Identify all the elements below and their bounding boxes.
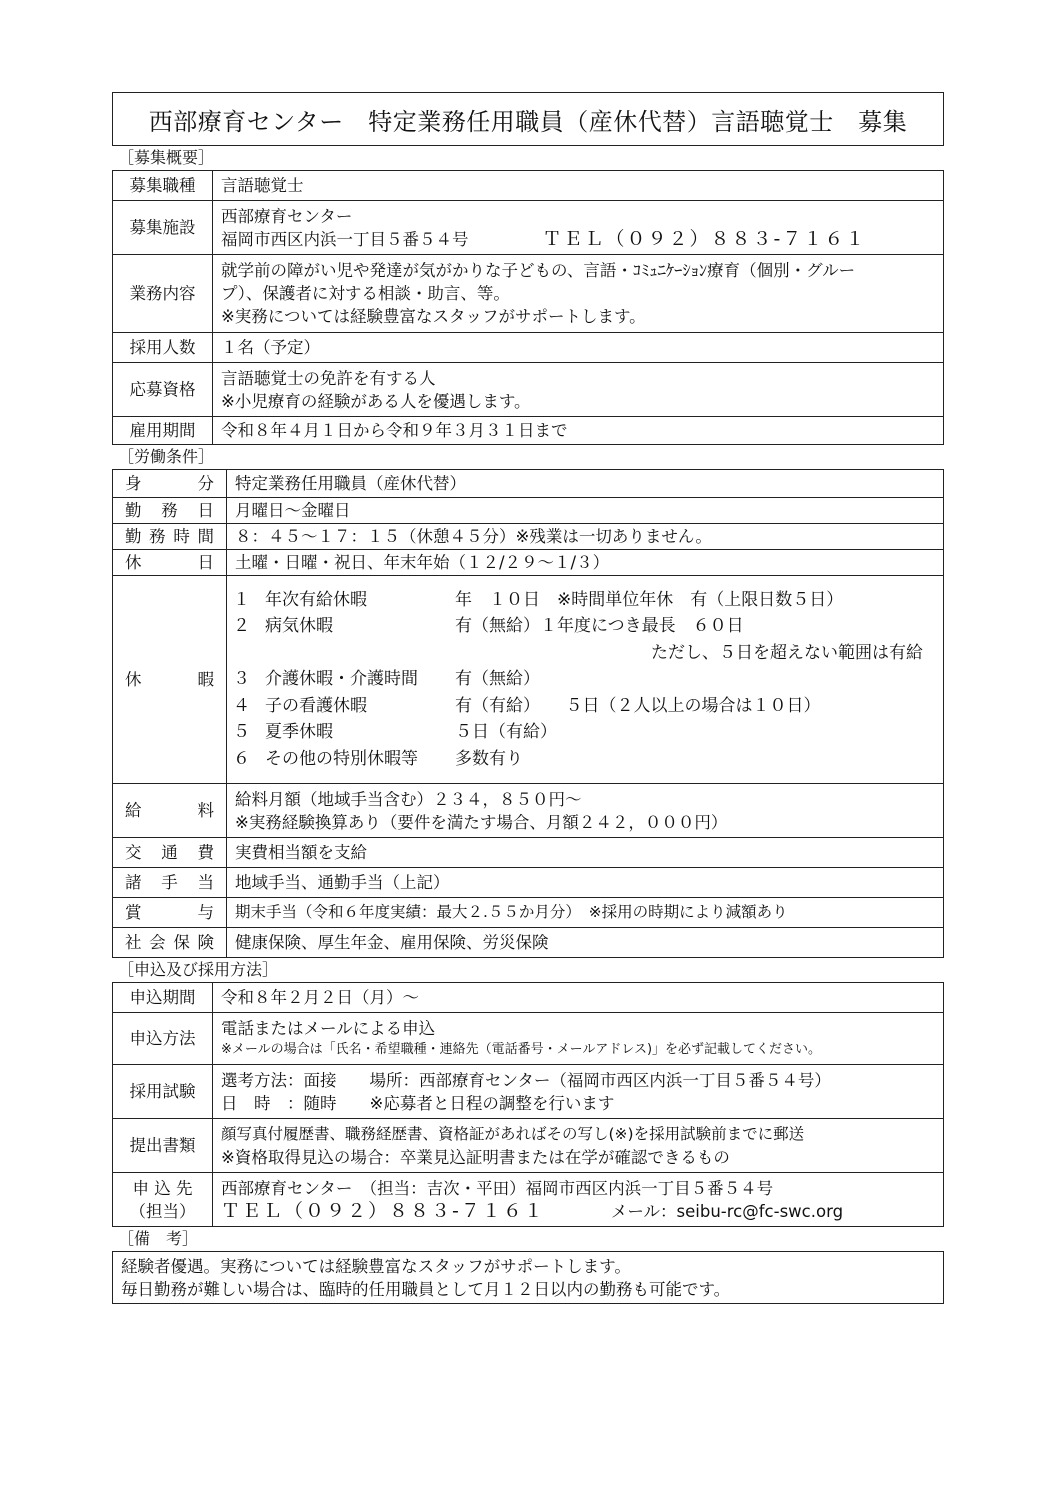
facility-tel: ＴＥＬ（０９２）８８３-７１６１ [542,227,867,250]
contact-label [113,1173,213,1227]
table-row [113,171,944,201]
page-title [112,92,944,146]
leave-no: １ [233,589,250,610]
leave-name: 年次有給休暇 [265,589,367,610]
leave-no: ４ [233,695,250,716]
leave-detail: 多数有り [455,748,523,769]
table-row [113,255,944,333]
table-row [113,898,944,928]
duties-line-3: ※実務については経験豊富なスタッフがサポートします。 [221,307,646,326]
allowances-label: 諸 手 当 [113,868,227,898]
holidays-value: 土曜・日曜・祝日、年末年始（１２/２９～１/３） [227,550,944,576]
remarks-line-2: 毎日勤務が難しい場合は、臨時的任用職員として月１２日以内の勤務も可能です。 [121,1279,731,1299]
table-row [113,1252,944,1304]
documents-line-2: ※資格取得見込の場合：卒業見込証明書または在学が確認できるもの [221,1147,730,1167]
leave-label: 休 暇 [113,576,227,784]
remarks-line-1: 経験者優遇。実務については経験豊富なスタッフがサポートします。 [121,1256,631,1276]
leave-name: 子の看護休暇 [265,695,367,716]
leave-list [227,579,943,781]
exam-line-1: 選考方法：面接 場所：西部療育センター（福岡市西区内浜一丁目５番５４号） [221,1070,831,1090]
hours-label: 勤務時間 [113,524,227,550]
apply-table [112,982,944,1227]
transport-value: 実費相当額を支給 [227,838,944,868]
contact-label-bottom: （担当） [129,1201,196,1221]
apply-method-line-2: ※メールの場合は「氏名・希望職種・連絡先（電話番号・メールアドレス)」を必ず記載してください。 [221,1042,822,1057]
allowances-value: 地域手当、通勤手当（上記） [227,868,944,898]
status-label: 身 分 [113,470,227,498]
table-row [113,868,944,898]
facility-value [213,201,944,255]
remarks-value [113,1252,944,1304]
duties-line-1: 就学前の障がい児や発達が気がかりな子どもの、言語・ｺﾐｭﾆｹｰｼｮﾝ療育（個別・グルー [221,261,856,280]
table-row [113,470,944,498]
exam-value [213,1065,944,1119]
bonus-label: 賞 与 [113,898,227,928]
salary-value [227,784,944,838]
qualification-label: 応募資格 [113,363,213,417]
facility-label: 募集施設 [113,201,213,255]
leave-name: 夏季休暇 [265,722,333,743]
leave-detail: 年 １０日 ※時間単位年休 有（上限日数５日） [455,589,844,610]
apply-method-line-1: 電話またはメールによる申込 [221,1019,436,1038]
table-row [113,838,944,868]
qualification-line-2: ※小児療育の経験がある人を優遇します。 [221,391,531,411]
leave-detail: 有（無給）１年度につき最長 ６０日 [455,616,744,637]
salary-label: 給 料 [113,784,227,838]
table-row [113,1173,944,1227]
documents-label: 提出書類 [113,1119,213,1173]
table-row [113,1065,944,1119]
headcount-value: １名（予定） [213,333,944,363]
duties-label: 業務内容 [113,255,213,333]
duties-value [213,255,944,333]
job-type-value: 言語聴覚士 [213,171,944,201]
apply-period-value: 令和８年２月２日（月）～ [213,983,944,1013]
salary-line-2: ※実務経験換算あり（要件を満たす場合、月額２４２，０００円） [235,812,728,832]
bonus-value: 期末手当（令和６年度実績：最大２.５５か月分） ※採用の時期により減額あり [227,898,944,928]
table-row [113,417,944,445]
table-row [113,550,944,576]
facility-name: 西部療育センター [221,206,353,226]
facility-address-line [221,228,935,251]
period-value: 令和８年４月１日から令和９年３月３１日まで [213,417,944,445]
recruitment-notice [112,92,944,1304]
contact-line-1: 西部療育センター （担当：吉次・平田）福岡市西区内浜一丁目５番５４号 [221,1178,774,1198]
leave-name: 病気休暇 [265,616,333,637]
workdays-label: 勤 務 日 [113,498,227,524]
status-value: 特定業務任用職員（産休代替） [227,470,944,498]
leave-detail: 有（有給） ５日（２人以上の場合は１０日） [455,695,821,716]
holidays-label: 休 日 [113,550,227,576]
insurance-value: 健康保険、厚生年金、雇用保険、労災保険 [227,928,944,958]
contact-label-top: 申 込 先 [132,1178,193,1198]
table-row [113,1119,944,1173]
contact-value [213,1173,944,1227]
insurance-label: 社会保険 [113,928,227,958]
job-type-label: 募集職種 [113,171,213,201]
leave-no: ５ [233,722,250,743]
contact-line-2 [221,1200,935,1223]
remarks-box [112,1251,944,1304]
leave-detail: ５日（有給） [455,722,557,743]
workdays-value: 月曜日～金曜日 [227,498,944,524]
section-remarks-label: ［備 考］ [118,1229,199,1248]
transport-label: 交 通 費 [113,838,227,868]
qualification-value [213,363,944,417]
table-row [113,333,944,363]
apply-method-value [213,1013,944,1065]
leave-name: その他の特別休暇等 [265,748,418,769]
leave-no: ６ [233,748,250,769]
table-row [113,928,944,958]
exam-line-2: 日 時 ：随時 ※応募者と日程の調整を行います [221,1093,615,1113]
conditions-table [112,469,944,958]
table-row [113,983,944,1013]
duties-line-2: プ）、保護者に対する相談・助言、等。 [221,284,510,303]
section-conditions-label: ［労働条件］ [118,447,215,466]
leave-detail: 有（無給） [455,669,540,690]
table-row [113,498,944,524]
table-row [113,524,944,550]
documents-line-1: 顔写真付履歴書、職務経歴書、資格証があればその写し(※)を採用試験前までに郵送 [221,1124,805,1143]
period-label: 雇用期間 [113,417,213,445]
table-row [113,784,944,838]
exam-label: 採用試験 [113,1065,213,1119]
facility-address: 福岡市西区内浜一丁目５番５４号 [221,229,469,249]
apply-period-label: 申込期間 [113,983,213,1013]
sick-leave-note: ただし、５日を超えない範囲は有給 [651,642,923,663]
leave-no: ３ [233,669,250,690]
table-row [113,576,944,784]
page-title-text: 西部療育センター 特定業務任用職員（産休代替）言語聴覚士 募集 [148,107,908,136]
qualification-line-1: 言語聴覚士の免許を有する人 [221,368,436,388]
contact-mail: メール：seibu-rc@fc-swc.org [610,1201,844,1221]
documents-value [213,1119,944,1173]
headcount-label: 採用人数 [113,333,213,363]
salary-line-1: 給料月額（地域手当含む）２３４，８５０円～ [235,789,582,809]
leave-name: 介護休暇・介護時間 [265,669,418,690]
leave-value [227,576,944,784]
contact-tel: ＴＥＬ（０９２）８８３-７１６１ [221,1199,545,1222]
leave-no: ２ [233,616,250,637]
apply-method-label: 申込方法 [113,1013,213,1065]
overview-table [112,170,944,445]
table-row [113,1013,944,1065]
hours-value: ８：４５～１７：１５（休憩４５分）※残業は一切ありません。 [227,524,944,550]
section-apply-label: ［申込及び採用方法］ [118,960,279,979]
table-row [113,363,944,417]
table-row [113,201,944,255]
section-overview-label: ［募集概要］ [118,148,215,167]
